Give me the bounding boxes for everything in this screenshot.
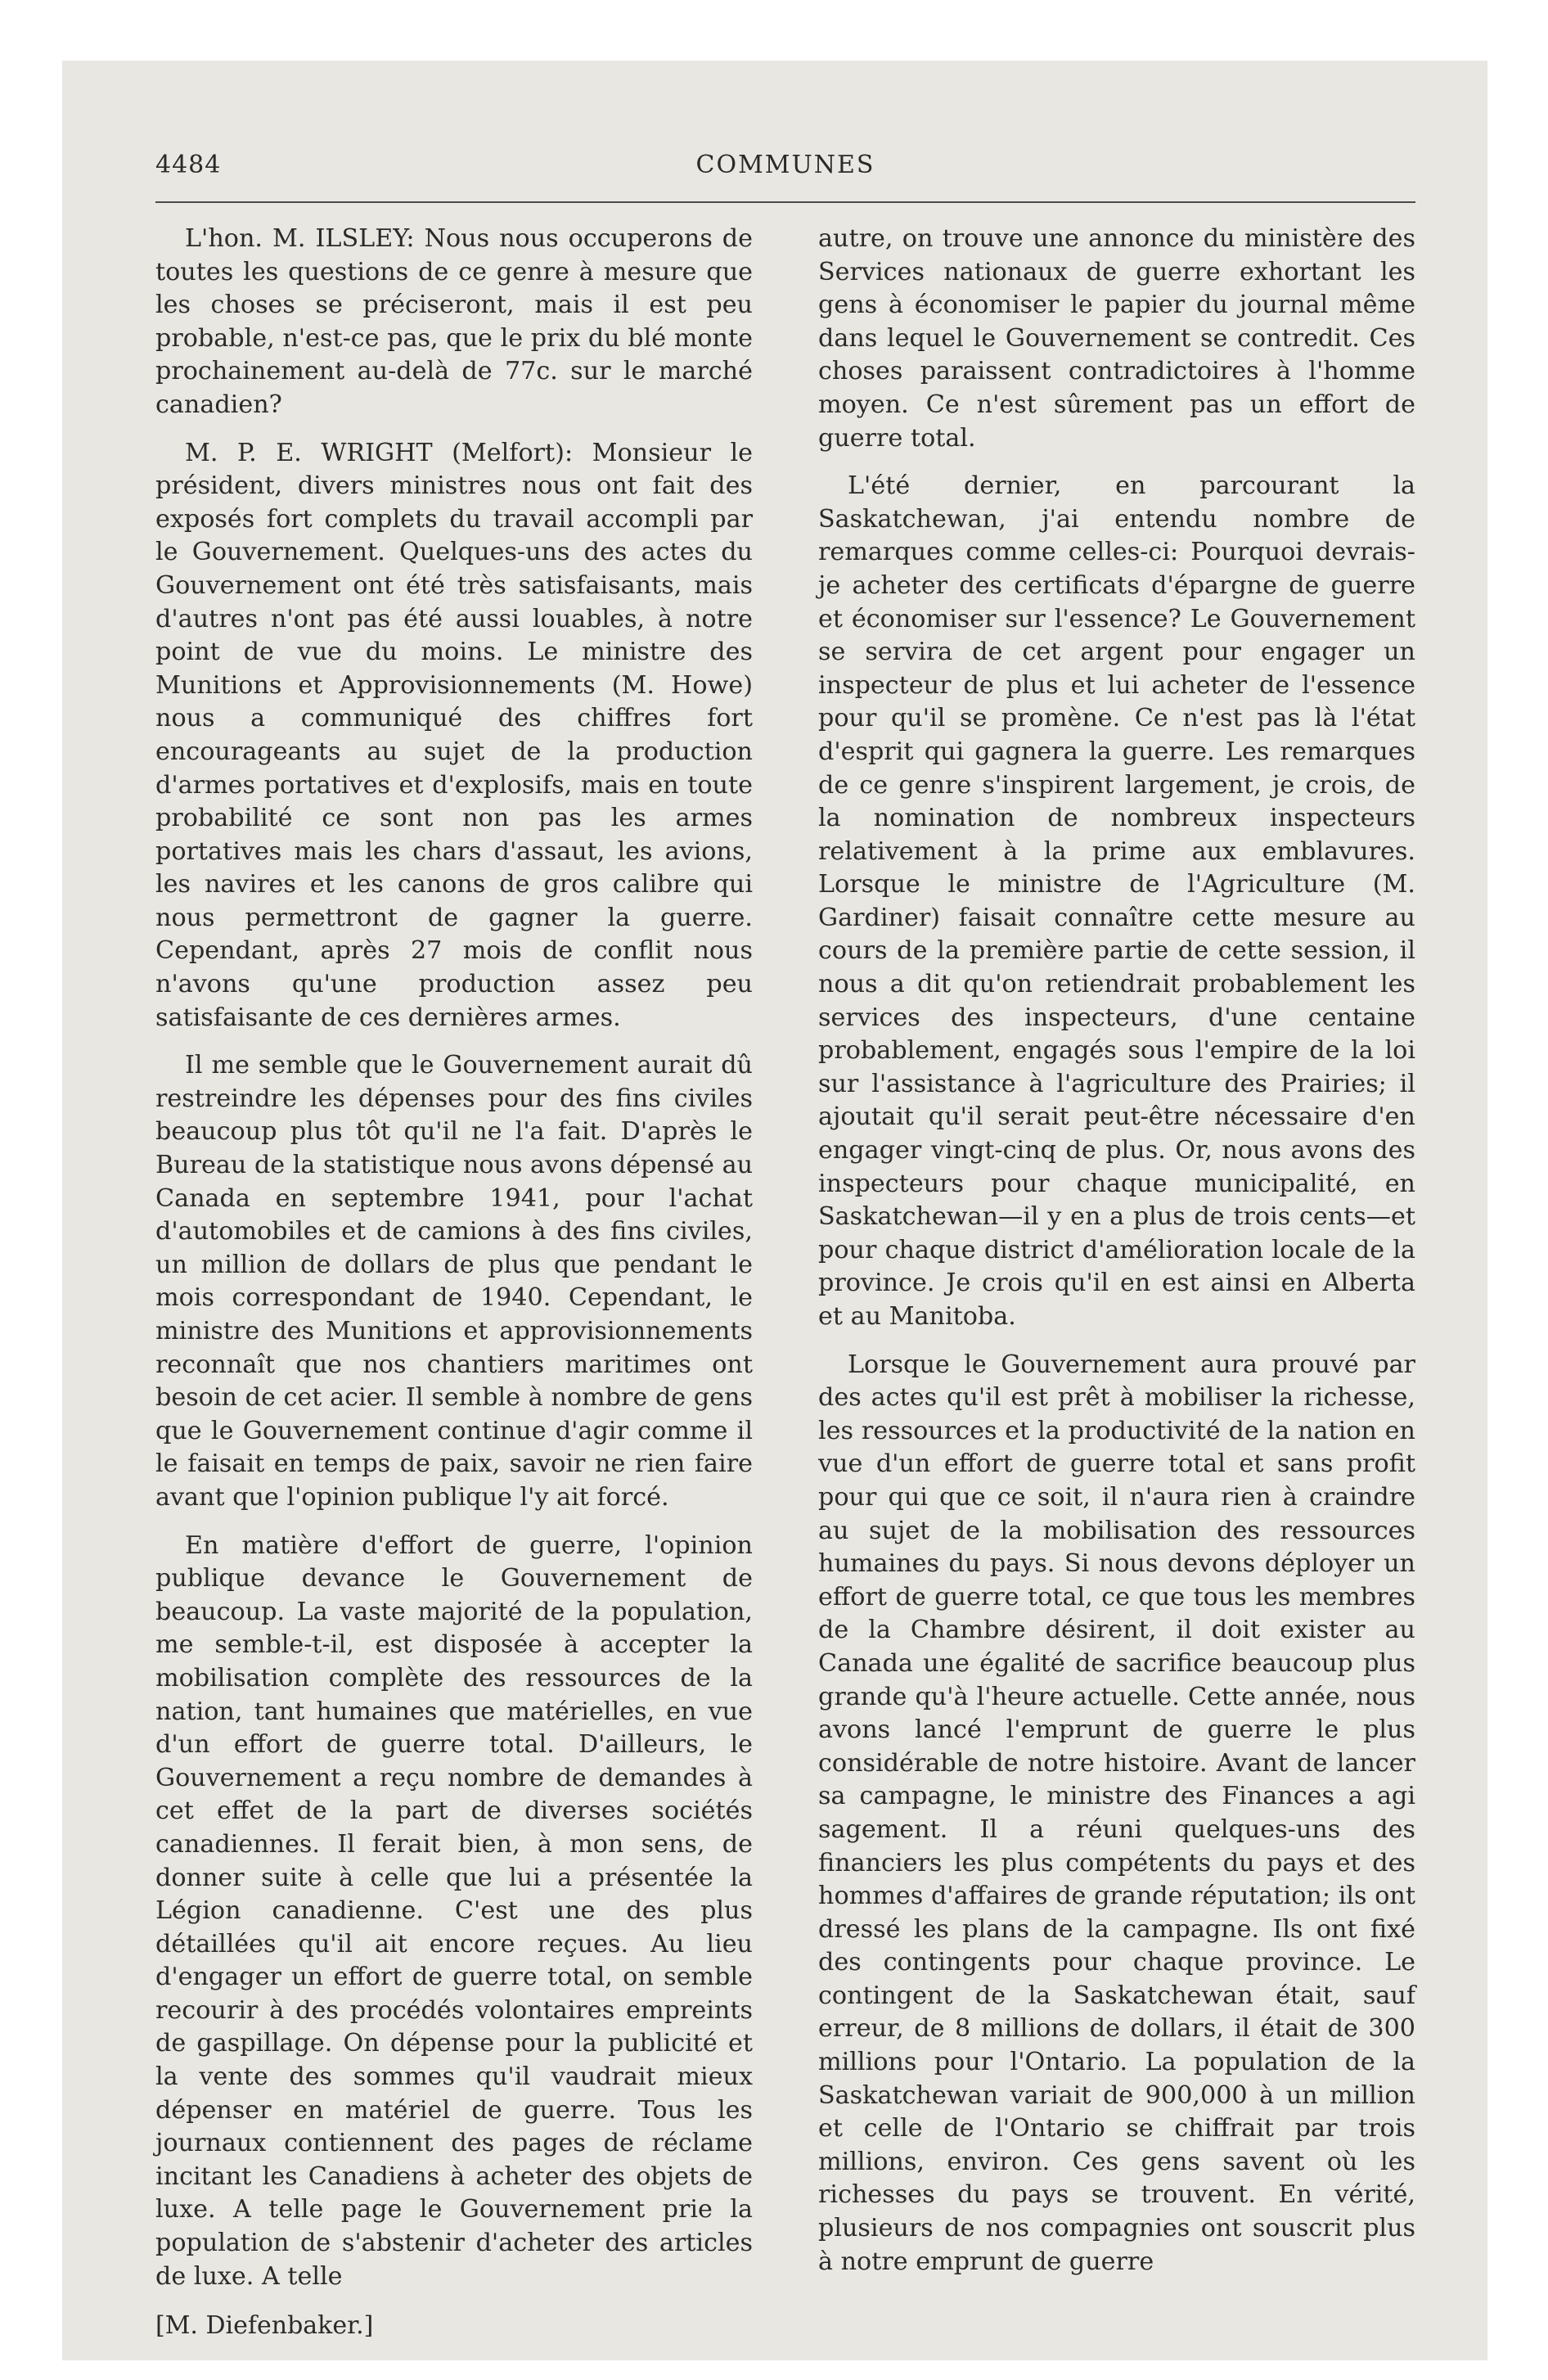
paragraph: Il me semble que le Gouvernement aurait dû restreindre les dépenses pour des fins civiles beaucoup plus tôt qu'il ne l'a fait. D'après le Bureau de la statistique nous avons dépensé au Canada en septembre 1941, pour l'achat d'automobiles et de camions à des fins civiles, un million de dollars de plus que pendant le mois correspondant de 1940. Cependant, le ministre des Munitions et approvisionnements reconnaît que nos chantiers maritimes ont besoin de cet acier. Il semble à nombre de gens que le Gouvernement continue d'agir comme il le faisait en temps de paix, savoir ne rien faire avant que l'opinion publique l'y ait forcé. (155, 1051, 754, 1512)
page-number: 4484 (155, 151, 222, 179)
paragraph: L'été dernier, en parcourant la Saskatchewan, j'ai entendu nombre de remarques comme celles-ci: Pourquoi devrais-je acheter des certificats d'épargne de guerre et économiser sur l'essence? Le Gouvernement se servira de cet argent pour engager un inspecteur de plus et lui acheter de l'essence pour qu'il se promène. Ce n'est pas là l'état d'esprit qui gagnera la guerre. Les remarques de ce genre s'inspirent largement, je crois, de la nomination de nombreux inspecteurs relativement à la prime aux emblavures. Lorsque le ministre de l'Agriculture (M. Gardiner) faisait connaître cette mesure au cours de la première partie de cette session, il nous a dit qu'on retiendrait probablement les services des inspecteurs, d'une centaine probablement, engagés sous l'empire de la loi sur l'assistance à l'agriculture des Prairies; il ajoutait qu'il serait peut-être nécessaire d'en engager vingt-cinq de plus. Or, nous avons des inspecteurs pour chaque municipalité, en Saskatchewan—il y en a plus de trois cents—et pour chaque district d'amélioration locale de la province. Je crois qu'il en est ainsi en Alberta et au Manitoba. (818, 471, 1415, 1331)
page-header (155, 131, 1415, 179)
paragraph: M. P. E. WRIGHT (Melfort): Monsieur le président, divers ministres nous ont fait des exposés fort complets du travail accompli par le Gouvernement. Quelques-uns des actes du Gouvernement ont été très satisfaisants, mais d'autres n'ont pas été aussi louables, à notre point de vue du moins. Le ministre des Munitions et Approvisionnements (M. Howe) nous a communiqué des chiffres fort encourageants au sujet de la production d'armes portatives et d'explosifs, mais en toute probabilité ce sont non pas les armes portatives mais les chars d'assaut, les avions, les navires et les canons de gros calibre qui nous permettront de gagner la guerre. Cependant, après 27 mois de conflit nous n'avons qu'une production assez peu satisfaisante de ces dernières armes. (155, 438, 753, 1032)
paragraph: autre, on trouve une annonce du ministère des Services nationaux de guerre exhortant les gens à économiser le papier du journal même dans lequel le Gouvernement se contredit. Ces choses paraissent contradictoires à l'homme moyen. Ce n'est sûrement pas un effort de guerre total. (818, 224, 1415, 453)
paragraph: En matière d'effort de guerre, l'opinion publique devance le Gouvernement de beaucoup. La vaste majorité de la population, me semble-t-il, est disposée à accepter la mobilisation complète des ressources de la nation, tant humaines que matérielles, en vue d'un effort de guerre total. D'ailleurs, le Gouvernement a reçu nombre de demandes à cet effet de la part de diverses sociétés canadiennes. Il ferait bien, à mon sens, de donner suite à celle que lui a présentée la Légion canadienne. C'est une des plus détaillées qu'il ait encore reçues. Au lieu d'engager un effort de guerre total, on semble recourir à des procédés volontaires empreints de gaspillage. On dépense pour la publicité et la vente des sommes qu'il vaudrait mieux dépenser en matériel de guerre. Tous les journaux contiennent des pages de réclame incitant les Canadiens à acheter des objets de luxe. A telle page le Gouvernement prie la population de s'abstenir d'acheter des articles de luxe. A telle (155, 1530, 753, 2291)
speaker-footnote: [M. Diefenbaker.] (155, 2311, 374, 2341)
paragraph: Lorsque le Gouvernement aura prouvé par des actes qu'il est prêt à mobiliser la richesse, les ressources et la productivité de la nation en vue d'un effort de guerre total et sans profit pour qui que ce soit, il n'aura rien à craindre au sujet de la mobilisation des ressources humaines du pays. Si nous devons déployer un effort de guerre total, ce que tous les membres de la Chambre désirent, il doit exister au Canada une égalité de sacrifice beaucoup plus grande qu'à l'heure actuelle. Cette année, nous avons lancé l'emprunt de guerre le plus considérable de notre histoire. Avant de lancer sa campagne, le ministre des Finances a agi sagement. Il a réuni quelques-uns des financiers les plus compétents du pays et des hommes d'affaires de grande réputation; ils ont dressé les plans de la campagne. Ils ont fixé des contingents pour chaque province. Le contingent de la Saskatchewan était, sauf erreur, de 8 millions de dollars, il était de 300 millions pour l'Ontario. La population de la Saskatchewan variait de 900,000 à un million et celle de l'Ontario se chiffrait par trois millions, environ. Ces gens savent où les richesses du pays se trouvent. En vérité, plusieurs de nos compagnies ont souscrit plus à notre emprunt de guerre (818, 1350, 1415, 2276)
running-head: COMMUNES (695, 151, 875, 179)
left-column (155, 223, 753, 2342)
document-page (155, 131, 1415, 2341)
text-columns (155, 223, 1415, 2342)
right-column (818, 223, 1415, 2342)
header-rule (155, 201, 1415, 203)
paragraph: L'hon. M. ILSLEY: Nous nous occuperons de toutes les questions de ce genre à mesure que les choses se préciseront, mais il est peu probable, n'est-ce pas, que le prix du blé monte prochainement au-delà de 77c. sur le marché canadien? (155, 224, 753, 419)
